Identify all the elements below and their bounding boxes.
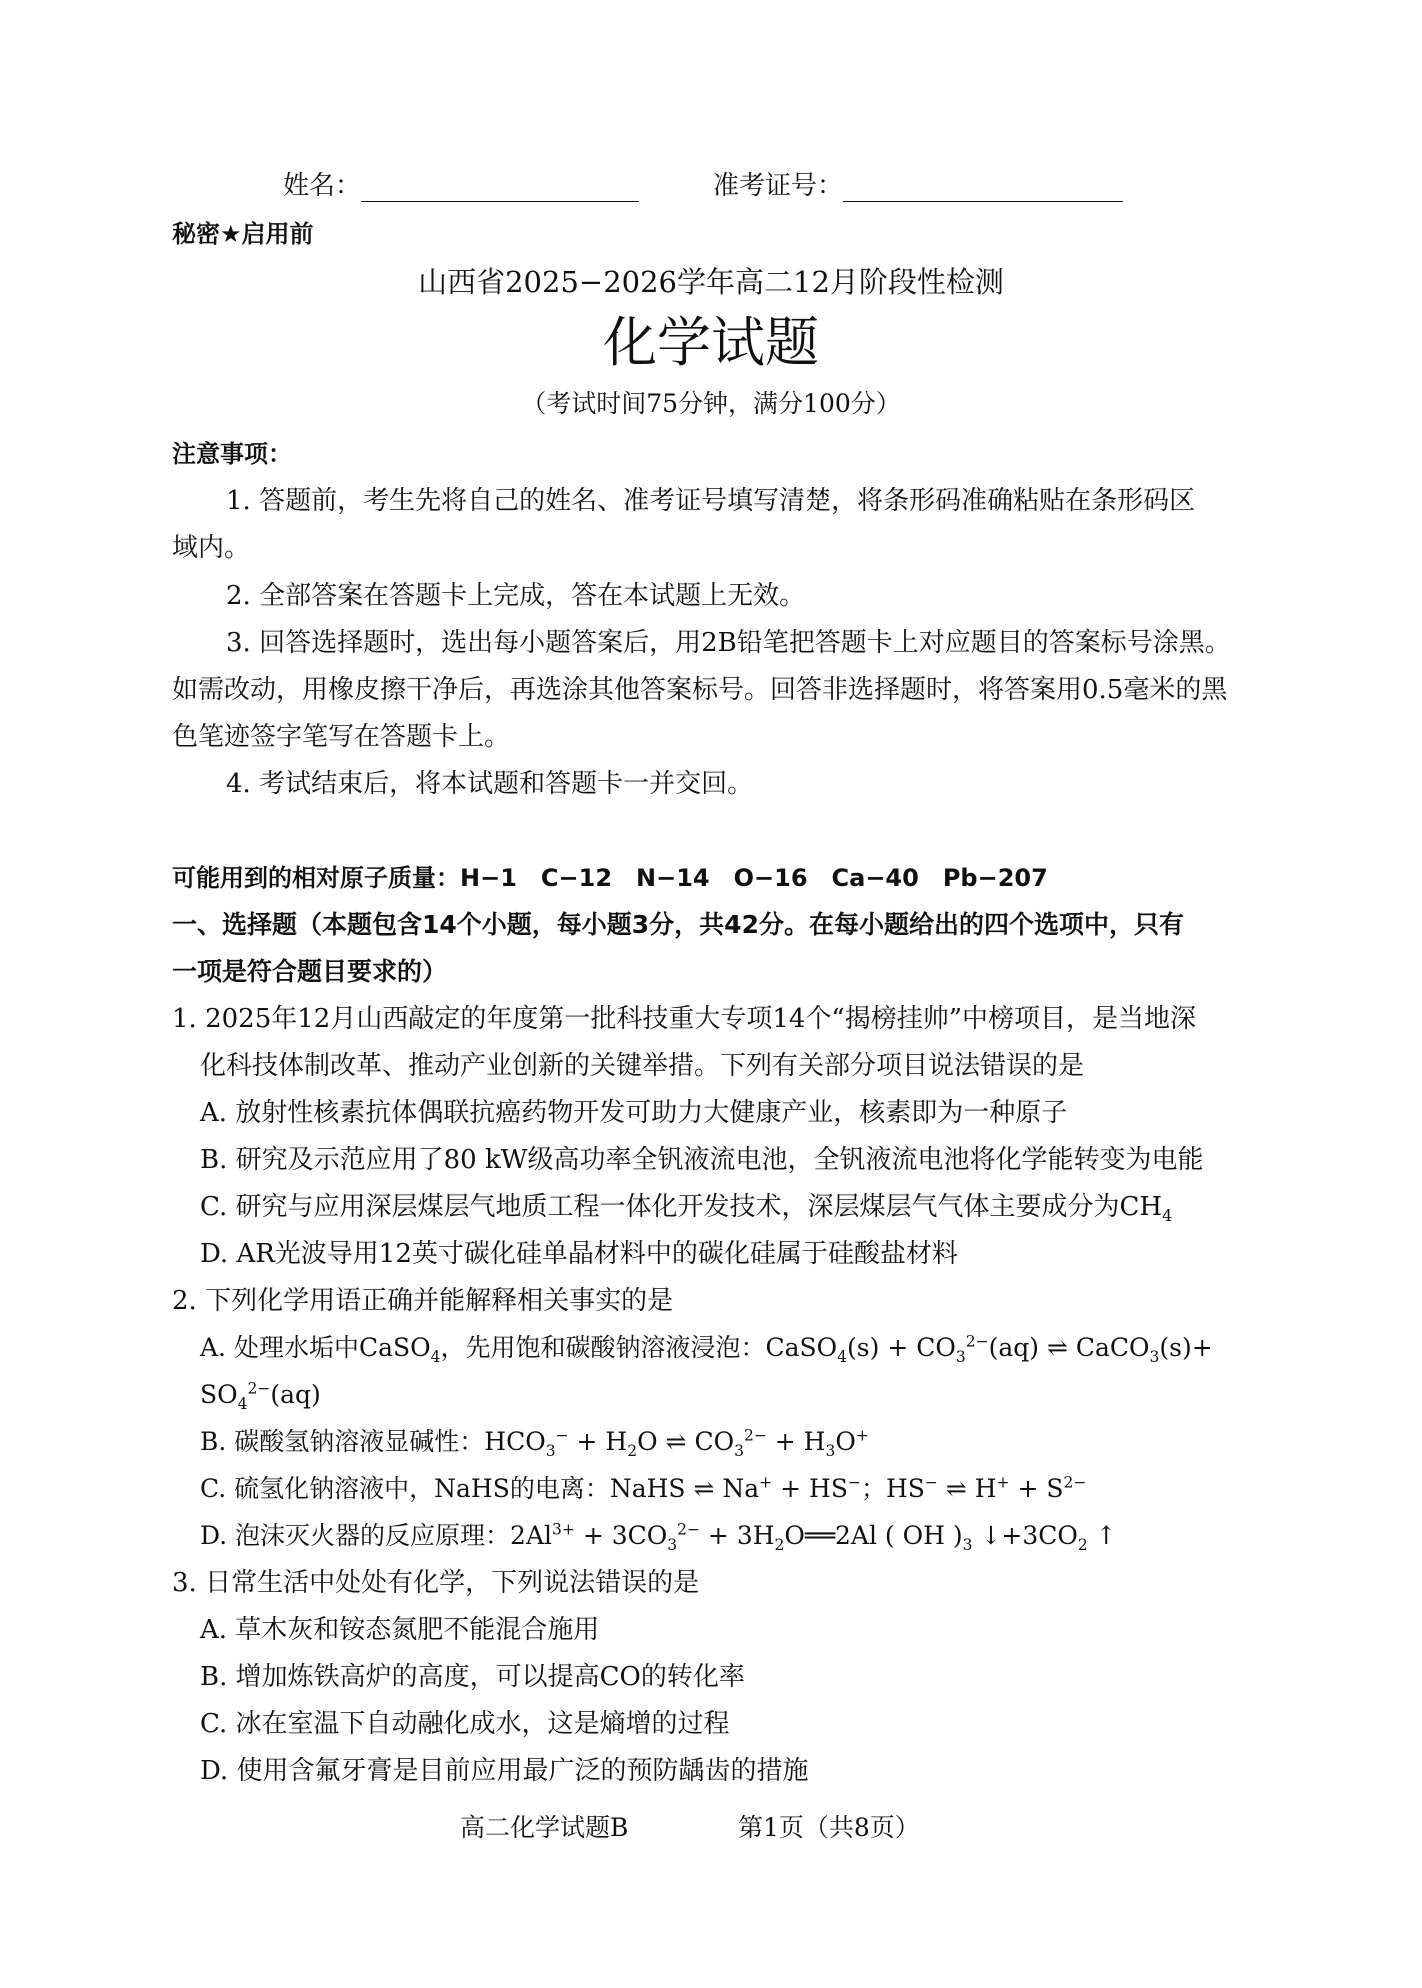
name-blank[interactable] bbox=[361, 175, 639, 202]
note-3-cont-2: 色笔迹签字笔写在答题卡上。 bbox=[172, 722, 511, 752]
atomic-masses: 可能用到的相对原子质量：H−1 C−12 N−14 O−16 Ca−40 Pb−207 bbox=[172, 864, 1048, 892]
notes-heading: 注意事项： bbox=[172, 440, 292, 468]
exam-id-field bbox=[713, 170, 1123, 202]
q1-option-a: A. 放射性核素抗体偶联抗癌药物开发可助力大健康产业，核素即为一种原子 bbox=[200, 1098, 1068, 1128]
q2-option-c: C. 硫氢化钠溶液中，NaHS的电离：NaHS ⇌ Na+ + HS−；HS− ⇌ $H^+ + S^{2-}$ bbox=[200, 1473, 1087, 1503]
secret-mark: 秘密★启用前 bbox=[172, 220, 314, 248]
note-4: 4. 考试结束后，将本试题和答题卡一并交回。 bbox=[226, 769, 754, 799]
q3-option-c: C. 冰在室温下自动融化成水，这是熵增的过程 bbox=[200, 1709, 730, 1739]
exam-time: （考试时间75分钟，满分100分） bbox=[521, 389, 901, 418]
q2-stem: 2. 下列化学用语正确并能解释相关事实的是 bbox=[172, 1286, 674, 1316]
q1-option-c-text: C. 研究与应用深层煤层气地质工程一体化开发技术，深层煤层气气体主要成分为CH bbox=[200, 1192, 1163, 1222]
q1-stem: 1. 2025年12月山西敲定的年度第一批科技重大专项14个“揭榜挂帅”中榜项目，是当地深 bbox=[172, 1004, 1196, 1034]
section-1-heading: 一、选择题（本题包含14个小题，每小题3分，共42分。在每小题给出的四个选项中，只有 bbox=[172, 910, 1184, 939]
q2-option-d: D. 泡沫灭火器的反应原理：$2Al^{3+} + 3CO_3^{2-}$ + $3H_2O══2Al$ ( OH )$_3$ $↓+3CO_2$ ↑ bbox=[200, 1520, 1117, 1554]
q2-option-a-cont: $SO_4^{2-}(aq)$ bbox=[200, 1379, 321, 1413]
name-field bbox=[283, 170, 639, 202]
exam-id-label: 准考证号： bbox=[713, 171, 844, 201]
q2-option-a: A. 处理水垢中CaSO$_4$，先用饱和碳酸钠溶液浸泡：CaSO$_4$(s) + $CO_3^{2-}(aq)$ ⇌ CaCO$_3$(s)+ bbox=[200, 1332, 1213, 1366]
note-3-cont-1: 如需改动，用橡皮擦干净后，再选涂其他答案标号。回答非选择题时，将答案用0.5毫米的黑 bbox=[172, 675, 1228, 705]
q3-option-b: B. 增加炼铁高炉的高度，可以提高CO的转化率 bbox=[200, 1662, 745, 1692]
exam-subtitle: 山西省2025−2026学年高二12月阶段性检测 bbox=[418, 265, 1004, 299]
q3-stem: 3. 日常生活中处处有化学，下列说法错误的是 bbox=[172, 1568, 700, 1598]
q1-option-c-sub: 4 bbox=[1162, 1206, 1173, 1226]
q1-stem-cont: 化科技体制改革、推动产业创新的关键举措。下列有关部分项目说法错误的是 bbox=[200, 1051, 1085, 1081]
note-3: 3. 回答选择题时，选出每小题答案后，用2B铅笔把答题卡上对应题目的答案标号涂黑。 bbox=[226, 628, 1231, 658]
footer-paper-code: 高二化学试题B bbox=[460, 1813, 629, 1842]
note-1: 1. 答题前，考生先将自己的姓名、准考证号填写清楚，将条形码准确粘贴在条形码区 bbox=[226, 486, 1196, 516]
note-1-cont: 域内。 bbox=[172, 533, 251, 563]
q1-option-b: B. 研究及示范应用了80 kW级高功率全钒液流电池，全钒液流电池将化学能转变为电能 bbox=[200, 1145, 1204, 1175]
q2-option-b: B. 碳酸氢钠溶液显碱性：$HCO_3^- + H_2O$ ⇌ $CO_3^{2-} + H_3O^+$ bbox=[200, 1426, 869, 1460]
q1-option-d: D. AR光波导用12英寸碳化硅单晶材料中的碳化硅属于硅酸盐材料 bbox=[200, 1239, 958, 1269]
name-label: 姓名： bbox=[283, 171, 362, 201]
exam-id-blank[interactable] bbox=[843, 175, 1123, 202]
note-2: 2. 全部答案在答题卡上完成，答在本试题上无效。 bbox=[226, 581, 806, 611]
footer-page-number: 第1页（共8页） bbox=[738, 1813, 920, 1842]
q1-option-c bbox=[200, 1191, 1173, 1226]
section-1-heading-cont: 一项是符合题目要求的） bbox=[172, 957, 448, 986]
q3-option-a: A. 草木灰和铵态氮肥不能混合施用 bbox=[200, 1615, 600, 1645]
q3-option-d: D. 使用含氟牙膏是目前应用最广泛的预防龋齿的措施 bbox=[200, 1756, 809, 1786]
exam-title: 化学试题 bbox=[603, 311, 819, 374]
